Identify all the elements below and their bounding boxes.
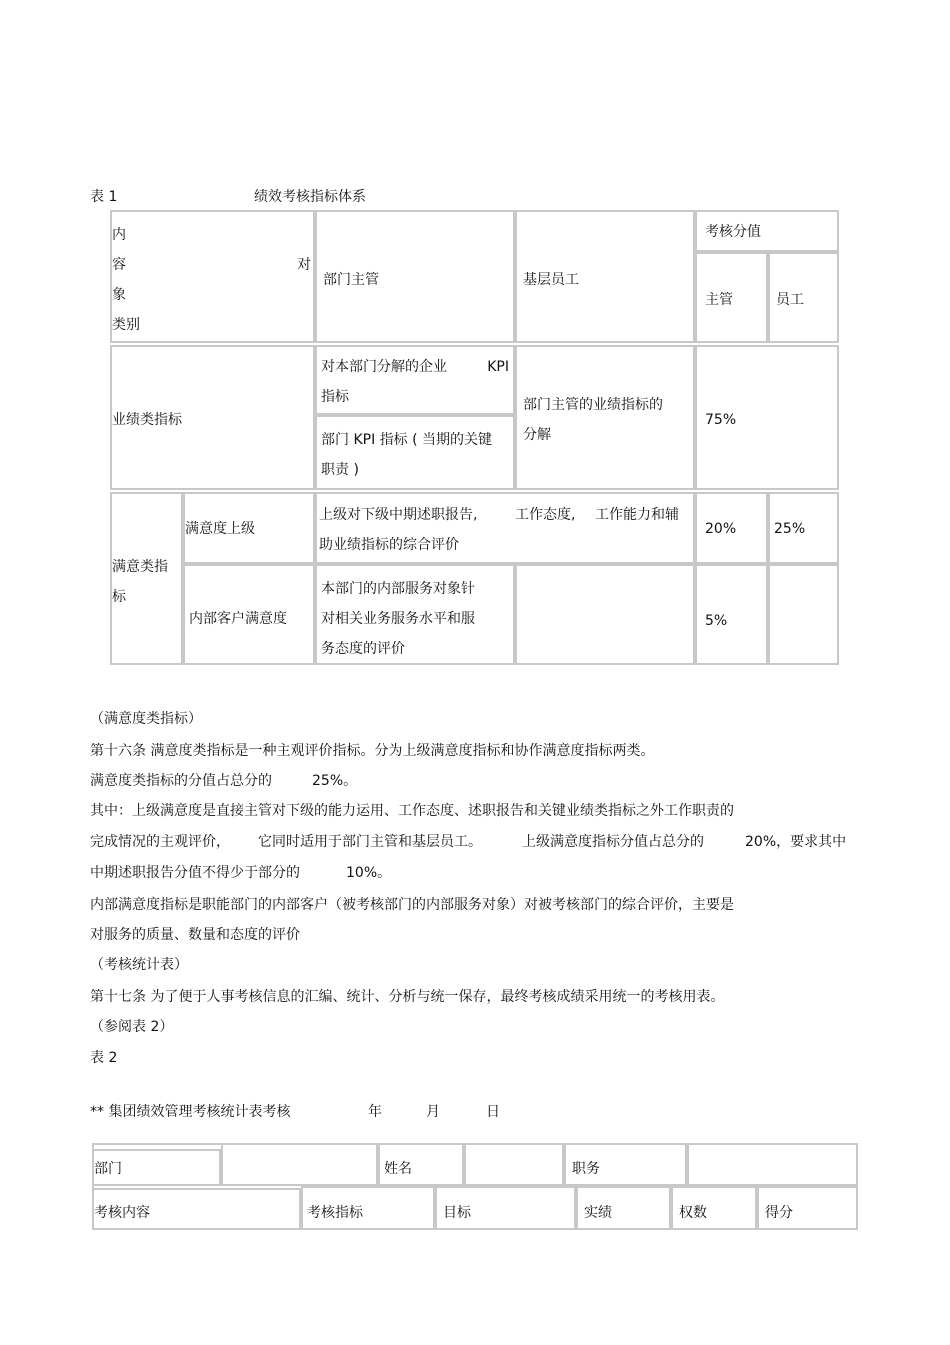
satis-sub1-desc-a: 上级对下级中期述职报告, bbox=[319, 507, 478, 523]
perf-category-label: 业绩类指标 bbox=[112, 412, 182, 428]
para-satisfaction-heading: （满意度类指标） bbox=[90, 711, 202, 727]
perf-manager-item2 bbox=[315, 415, 515, 490]
satis-sub2-label: 内部客户满意度 bbox=[189, 611, 287, 627]
table2-weight-cell bbox=[671, 1186, 757, 1230]
satis-sub2-staff-empty-score bbox=[768, 564, 839, 665]
table2-day: 日 bbox=[486, 1104, 500, 1120]
diag-text-1: 内 bbox=[112, 227, 126, 243]
satis-sub1-label: 满意度上级 bbox=[185, 521, 255, 537]
satis-sub1-desc-b: 工作态度, bbox=[515, 507, 576, 523]
diag-text-3: 象 bbox=[112, 287, 126, 303]
table2-month: 月 bbox=[426, 1104, 440, 1120]
perf-staff-text-b: 分解 bbox=[523, 427, 551, 443]
perf-score-cell bbox=[695, 345, 839, 490]
satis-sub1-manager-score bbox=[695, 492, 768, 564]
satis-category-text-b: 标 bbox=[112, 589, 126, 605]
table2-weight-label: 权数 bbox=[679, 1205, 707, 1221]
col-header-staff-label: 基层员工 bbox=[523, 272, 579, 288]
satis-sub2-cell bbox=[183, 564, 315, 665]
score-header-manager bbox=[695, 252, 768, 343]
para-see-table2: （参阅表 2） bbox=[90, 1019, 174, 1035]
satis-sub1-manager-value: 20% bbox=[705, 521, 737, 537]
score-header-staff bbox=[768, 252, 839, 343]
score-header-label: 考核分值 bbox=[705, 224, 761, 240]
perf-staff-cell bbox=[515, 345, 695, 490]
perf-manager-item1 bbox=[315, 345, 515, 415]
score-header-manager-label: 主管 bbox=[705, 292, 733, 308]
perf-category-cell bbox=[110, 345, 315, 490]
table2-name-label: 姓名 bbox=[384, 1161, 412, 1177]
table2-score-label: 得分 bbox=[765, 1205, 793, 1221]
perf-manager-item1-text-a: 对本部门分解的企业 bbox=[321, 359, 447, 375]
para-internal-def: 内部满意度指标是职能部门的内部客户（被考核部门的内部服务对象）对被考核部门的综合评价，主要是 bbox=[90, 897, 734, 913]
para-midterm-b: 10%。 bbox=[346, 865, 392, 881]
para-superior-b: 它同时适用于部门主管和基层员工。 bbox=[258, 834, 482, 850]
satis-sub1-desc-d: 助业绩指标的综合评价 bbox=[319, 537, 459, 553]
perf-manager-item1-text-b: 指标 bbox=[321, 389, 349, 405]
table2-title: ** 集团绩效管理考核统计表考核 bbox=[90, 1104, 291, 1120]
diag-text-2-right: 对 bbox=[297, 257, 311, 273]
col-header-manager-label: 部门主管 bbox=[323, 272, 379, 288]
satis-sub2-desc-b: 对相关业务服务水平和服 bbox=[321, 611, 475, 627]
satis-category-text-a: 满意类指 bbox=[112, 559, 168, 575]
table2-position-value bbox=[687, 1143, 858, 1186]
col-header-manager bbox=[315, 210, 515, 343]
diag-text-2-left: 容 bbox=[112, 257, 126, 273]
para-superior-d: 20%，要求其中 bbox=[745, 834, 847, 850]
satis-sub2-desc-c: 务态度的评价 bbox=[321, 641, 405, 657]
table2-name-cell bbox=[378, 1143, 464, 1186]
table2-score-cell bbox=[757, 1186, 858, 1230]
table2-content-cell bbox=[92, 1188, 301, 1230]
table1-label: 表 1 bbox=[90, 189, 118, 205]
table2-name-value bbox=[464, 1143, 564, 1186]
table2-actual-label: 实绩 bbox=[584, 1205, 612, 1221]
para-article17: 第十七条 为了便于人事考核信息的汇编、统计、分析与统一保存，最终考核成绩采用统一的考核用表。 bbox=[90, 989, 725, 1005]
table2-dept-value bbox=[221, 1143, 378, 1186]
perf-manager-item2-text-b: 职责 ) bbox=[321, 462, 359, 478]
satis-sub1-staff-value: 25% bbox=[774, 521, 806, 537]
para-internal-def-2: 对服务的质量、数量和态度的评价 bbox=[90, 927, 300, 943]
satis-sub2-manager-value: 5% bbox=[705, 613, 728, 629]
satis-sub1-cell bbox=[183, 492, 315, 564]
perf-manager-item1-kpi: KPI bbox=[487, 359, 509, 375]
table2-indicator-label: 考核指标 bbox=[307, 1205, 363, 1221]
table2-dept-label: 部门 bbox=[94, 1161, 122, 1177]
para-midterm-a: 中期述职报告分值不得少于部分的 bbox=[90, 865, 300, 881]
satis-category-cell bbox=[110, 492, 183, 665]
satis-sub2-desc-a: 本部门的内部服务对象针 bbox=[321, 581, 475, 597]
table2-dept-cell bbox=[92, 1149, 221, 1186]
satis-sub2-manager-score bbox=[695, 564, 768, 665]
para-superior-c: 上级满意度指标分值占总分的 bbox=[522, 834, 704, 850]
satis-sub1-desc bbox=[315, 492, 695, 564]
header-diagonal-cell bbox=[110, 210, 315, 343]
perf-manager-item2-text-a: 部门 KPI 指标 ( 当期的关键 bbox=[321, 432, 493, 448]
table2-target-cell bbox=[435, 1186, 576, 1230]
para-share-b: 25%。 bbox=[312, 773, 358, 789]
table2-indicator-cell bbox=[301, 1186, 435, 1230]
para-superior-a: 完成情况的主观评价， bbox=[90, 834, 230, 850]
table2-position-label: 职务 bbox=[572, 1161, 600, 1177]
satis-sub1-staff-score bbox=[768, 492, 839, 564]
table2-target-label: 目标 bbox=[443, 1205, 471, 1221]
score-header bbox=[695, 210, 839, 252]
para-stat-heading: （考核统计表） bbox=[90, 957, 188, 973]
diag-text-4: 类别 bbox=[112, 317, 140, 333]
table2-year: 年 bbox=[368, 1104, 382, 1120]
satis-sub1-desc-c: 工作能力和辅 bbox=[595, 507, 679, 523]
score-header-staff-label: 员工 bbox=[776, 292, 804, 308]
perf-score-value: 75% bbox=[705, 412, 737, 428]
satis-sub2-desc bbox=[315, 564, 515, 665]
para-superior-def: 其中：上级满意度是直接主管对下级的能力运用、工作态度、述职报告和关键业绩类指标之外工作职责的 bbox=[90, 803, 734, 819]
para-share-a: 满意度类指标的分值占总分的 bbox=[90, 773, 272, 789]
perf-staff-text-a: 部门主管的业绩指标的 bbox=[523, 397, 663, 413]
col-header-staff bbox=[515, 210, 695, 343]
table1-title: 绩效考核指标体系 bbox=[254, 189, 366, 205]
para-article16: 第十六条 满意度类指标是一种主观评价指标。分为上级满意度指标和协作满意度指标两类。 bbox=[90, 743, 655, 759]
table2-actual-cell bbox=[576, 1186, 671, 1230]
satis-sub2-staff-empty bbox=[515, 564, 695, 665]
table2-content-label: 考核内容 bbox=[94, 1205, 150, 1221]
table2-position-cell bbox=[564, 1143, 687, 1186]
table2-label: 表 2 bbox=[90, 1050, 118, 1066]
